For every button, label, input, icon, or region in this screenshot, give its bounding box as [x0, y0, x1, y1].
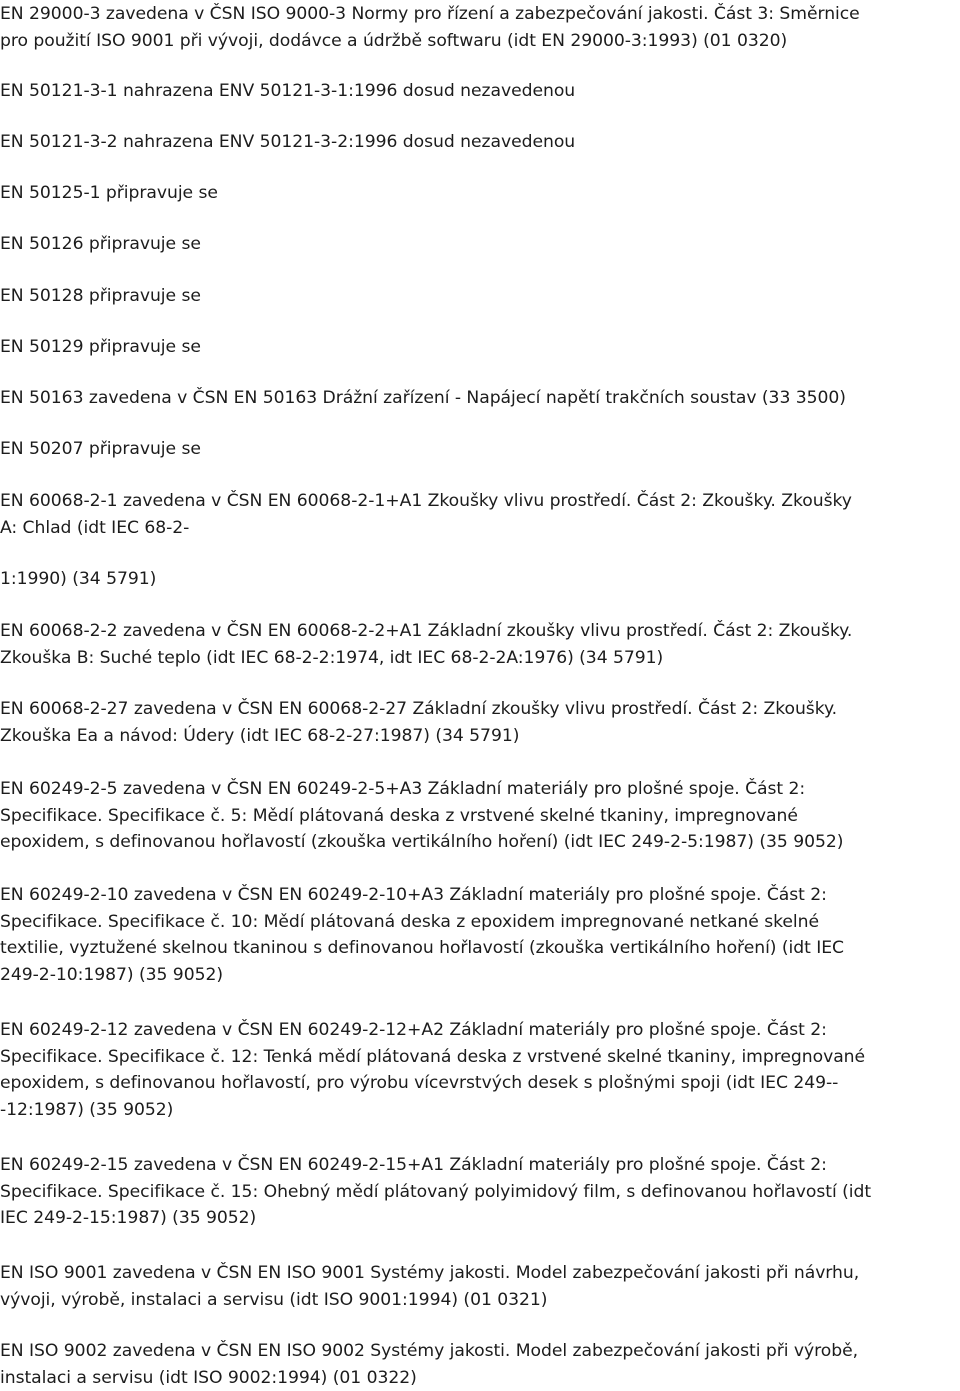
- entry-line: Specifikace. Specifikace č. 12: Tenká mědí plátovaná deska z vrstvené skelné tkaniny, impregnované: [0, 1046, 866, 1067]
- entry-line: 249-2-10:1987) (35 9052): [0, 964, 224, 985]
- entry-line: EN 50129 připravuje se: [0, 337, 201, 357]
- entry-line: EN 50128 připravuje se: [0, 286, 201, 306]
- entry-line: EN 29000-3 zavedena v ČSN ISO 9000-3 Normy pro řízení a zabezpečování jakosti. Část 3: Směrnice: [0, 4, 860, 24]
- entry-line: 1:1990) (34 5791): [0, 569, 157, 589]
- entry-line: instalaci a servisu (idt ISO 9002:1994) (01 0322): [0, 1367, 417, 1388]
- entry-line: EN 60068-2-2 zavedena v ČSN EN 60068-2-2+A1 Základní zkoušky vlivu prostředí. Část 2: Zkoušky.: [0, 621, 853, 641]
- entry-line: Specifikace. Specifikace č. 15: Ohebný mědí plátovaný polyimidový film, s definovanou hořlavostí (idt: [0, 1181, 872, 1202]
- entry-line: EN 60249-2-12 zavedena v ČSN EN 60249-2-12+A2 Základní materiály pro plošné spoje. Část 2:: [0, 1020, 827, 1040]
- entry-line: Zkouška B: Suché teplo (idt IEC 68-2-2:1974, idt IEC 68-2-2A:1976) (34 5791): [0, 647, 664, 668]
- entry-line: pro použití ISO 9001 při vývoji, dodávce a údržbě softwaru (idt EN 29000-3:1993) (01 0320): [0, 30, 788, 51]
- entry-line: textilie, vyztužené skelnou tkaninou s definovanou hořlavostí (zkouška vertikálního hoření) (idt IEC: [0, 938, 844, 958]
- entry-line: vývoji, výrobě, instalaci a servisu (idt ISO 9001:1994) (01 0321): [0, 1289, 548, 1310]
- entry-line: EN 50125-1 připravuje se: [0, 183, 218, 203]
- entry-line: epoxidem, s definovanou hořlavostí (zkouška vertikálního hoření) (idt IEC 249-2-5:1987) (35 9052): [0, 832, 844, 852]
- entry-line: EN 60068-2-27 zavedena v ČSN EN 60068-2-27 Základní zkoušky vlivu prostředí. Část 2: Zkoušky.: [0, 699, 838, 719]
- entry-line: EN 50121-3-1 nahrazena ENV 50121-3-1:1996 dosud nezavedenou: [0, 81, 576, 101]
- entry-line: EN 50121-3-2 nahrazena ENV 50121-3-2:1996 dosud nezavedenou: [0, 132, 576, 152]
- entry-line: EN 50207 připravuje se: [0, 439, 201, 459]
- entry-line: EN ISO 9002 zavedena v ČSN EN ISO 9002 Systémy jakosti. Model zabezpečování jakosti při výrobě,: [0, 1341, 859, 1361]
- entry-line: EN 60068-2-1 zavedena v ČSN EN 60068-2-1+A1 Zkoušky vlivu prostředí. Část 2: Zkoušky. Zkoušky: [0, 491, 852, 511]
- entry-line: A: Chlad (idt IEC 68-2-: [0, 517, 190, 538]
- entry-line: EN 60249-2-5 zavedena v ČSN EN 60249-2-5+A3 Základní materiály pro plošné spoje. Část 2:: [0, 779, 806, 799]
- entry-line: EN 60249-2-10 zavedena v ČSN EN 60249-2-10+A3 Základní materiály pro plošné spoje. Část 2:: [0, 885, 827, 905]
- entry-line: Specifikace. Specifikace č. 5: Mědí plátovaná deska z vrstvené skelné tkaniny, impregnované: [0, 805, 798, 826]
- entry-line: Zkouška Ea a návod: Údery (idt IEC 68-2-27:1987) (34 5791): [0, 725, 520, 746]
- entry-line: EN 50126 připravuje se: [0, 234, 201, 254]
- entry-line: IEC 249-2-15:1987) (35 9052): [0, 1208, 257, 1228]
- entry-line: EN 50163 zavedena v ČSN EN 50163 Drážní zařízení - Napájecí napětí trakčních soustav (33 3500): [0, 388, 846, 408]
- entry-line: EN 60249-2-15 zavedena v ČSN EN 60249-2-15+A1 Základní materiály pro plošné spoje. Část 2:: [0, 1155, 827, 1175]
- entry-line: EN ISO 9001 zavedena v ČSN EN ISO 9001 Systémy jakosti. Model zabezpečování jakosti při návrhu,: [0, 1263, 860, 1283]
- entry-line: Specifikace. Specifikace č. 10: Mědí plátovaná deska z epoxidem impregnované netkané skelné: [0, 911, 820, 932]
- entry-line: -12:1987) (35 9052): [0, 1099, 174, 1120]
- entry-line: epoxidem, s definovanou hořlavostí, pro výrobu vícevrstvých desek s plošnými spoji (idt IEC 249--: [0, 1073, 839, 1093]
